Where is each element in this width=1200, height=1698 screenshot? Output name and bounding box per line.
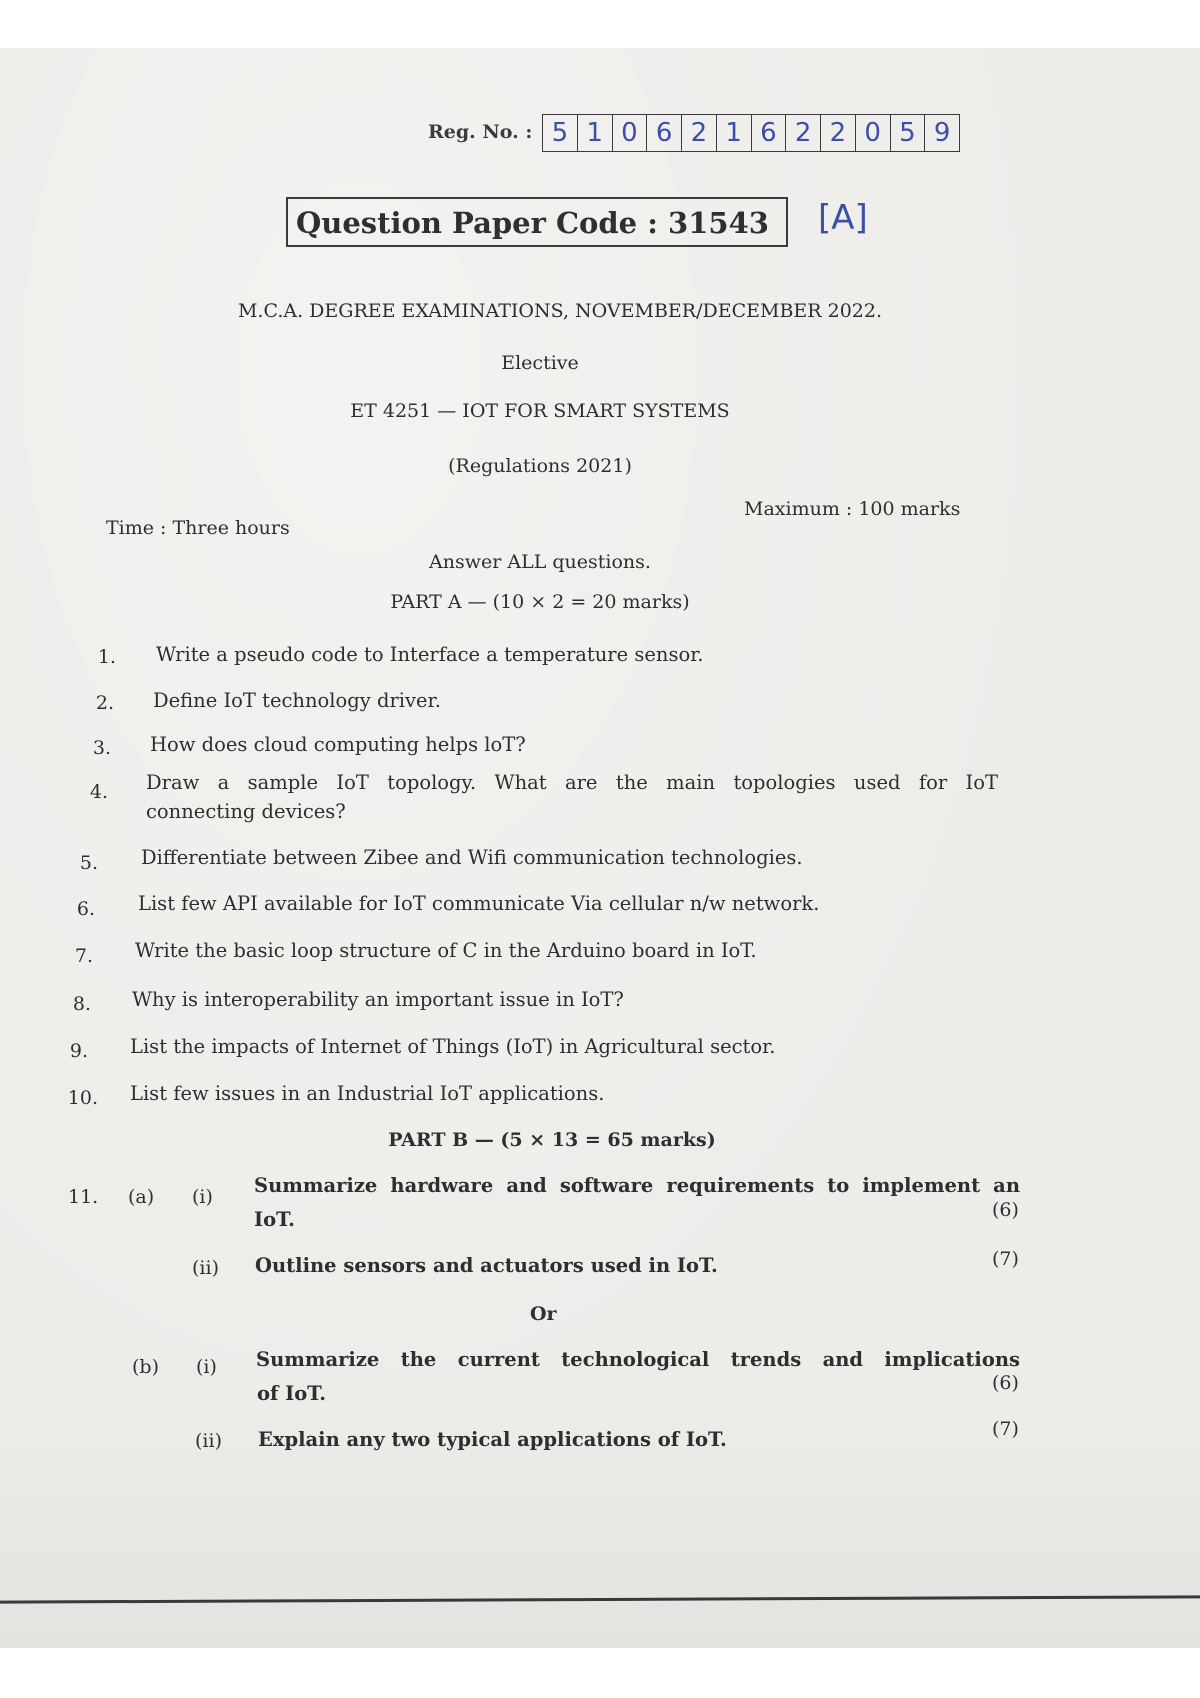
question-text: Outline sensors and actuators used in IoT.: [255, 1254, 718, 1277]
question-text: How does cloud computing helps loT?: [150, 733, 526, 756]
reg-digit: 5: [891, 115, 926, 151]
reg-digit: 2: [786, 115, 821, 151]
question-text: Write a pseudo code to Interface a temperature sensor.: [156, 643, 704, 666]
part-label: (ii): [192, 1257, 219, 1279]
part-label: (ii): [195, 1430, 222, 1452]
marks: (6): [992, 1199, 1019, 1221]
question-paper-code: Question Paper Code : 31543: [286, 197, 788, 247]
reg-digit: 6: [647, 115, 682, 151]
reg-digit: 6: [752, 115, 787, 151]
question-text-continued: IoT.: [254, 1208, 295, 1231]
max-marks: Maximum : 100 marks: [744, 498, 961, 520]
subject-title: ET 4251 — IOT FOR SMART SYSTEMS: [350, 400, 730, 422]
question-number: 7.: [74, 945, 93, 967]
reg-digit: 1: [717, 115, 752, 151]
reg-digit: 0: [856, 115, 891, 151]
reg-no-boxes: [542, 114, 960, 152]
question-number: 4.: [89, 781, 108, 803]
category: Elective: [501, 352, 579, 374]
question-number: 6.: [76, 898, 95, 920]
question-text: Summarize the current technological trends and implications: [256, 1348, 1020, 1371]
regulations: (Regulations 2021): [448, 455, 632, 477]
time-label: Time : Three hours: [106, 517, 290, 539]
question-number: 8.: [72, 993, 91, 1015]
sub-question-label: (a): [128, 1186, 155, 1208]
part-label: (i): [192, 1186, 213, 1208]
marks: (7): [992, 1248, 1019, 1270]
set-mark: [A]: [818, 198, 868, 238]
sub-question-label: (b): [132, 1356, 159, 1378]
question-text: List few issues in an Industrial IoT applications.: [130, 1082, 605, 1105]
question-text: List the impacts of Internet of Things (IoT) in Agricultural sector.: [130, 1035, 776, 1058]
part-a-heading: PART A — (10 × 2 = 20 marks): [390, 591, 690, 613]
question-text: Differentiate between Zibee and Wifi communication technologies.: [141, 846, 803, 869]
question-text: Draw a sample IoT topology. What are the main topologies used for IoT: [146, 771, 998, 794]
question-text-continued: of IoT.: [257, 1382, 327, 1405]
reg-digit: 2: [821, 115, 856, 151]
question-text: Summarize hardware and software requirements to implement an: [254, 1174, 1020, 1197]
reg-no-label: Reg. No. :: [428, 121, 533, 143]
question-text: Write the basic loop structure of C in the Arduino board in IoT.: [135, 939, 757, 962]
reg-digit: 5: [543, 115, 578, 151]
question-number: 1.: [97, 646, 116, 668]
question-text: Why is interoperability an important issue in IoT?: [132, 988, 624, 1011]
question-number: 11.: [68, 1186, 99, 1208]
reg-digit: 9: [933, 118, 951, 148]
question-number: 2.: [95, 692, 114, 714]
reg-digit: 1: [578, 115, 613, 151]
marks: (6): [992, 1372, 1019, 1394]
reg-digit: 2: [682, 115, 717, 151]
instruction: Answer ALL questions.: [429, 551, 651, 573]
question-number: 9.: [69, 1040, 88, 1062]
reg-digit: 0: [613, 115, 648, 151]
question-text: Explain any two typical applications of IoT.: [258, 1428, 727, 1451]
question-text: List few API available for IoT communicate Via cellular n/w network.: [138, 892, 820, 915]
question-number: 10.: [67, 1087, 98, 1109]
part-label: (i): [196, 1356, 217, 1378]
question-text-continued: connecting devices?: [146, 800, 346, 823]
marks: (7): [992, 1418, 1019, 1440]
question-number: 3.: [92, 737, 111, 759]
exam-title: M.C.A. DEGREE EXAMINATIONS, NOVEMBER/DECEMBER 2022.: [237, 300, 883, 322]
part-b-heading: PART B — (5 × 13 = 65 marks): [388, 1129, 716, 1151]
question-text: Define IoT technology driver.: [153, 689, 441, 712]
question-number: 5.: [79, 852, 98, 874]
or-separator: Or: [530, 1303, 557, 1325]
